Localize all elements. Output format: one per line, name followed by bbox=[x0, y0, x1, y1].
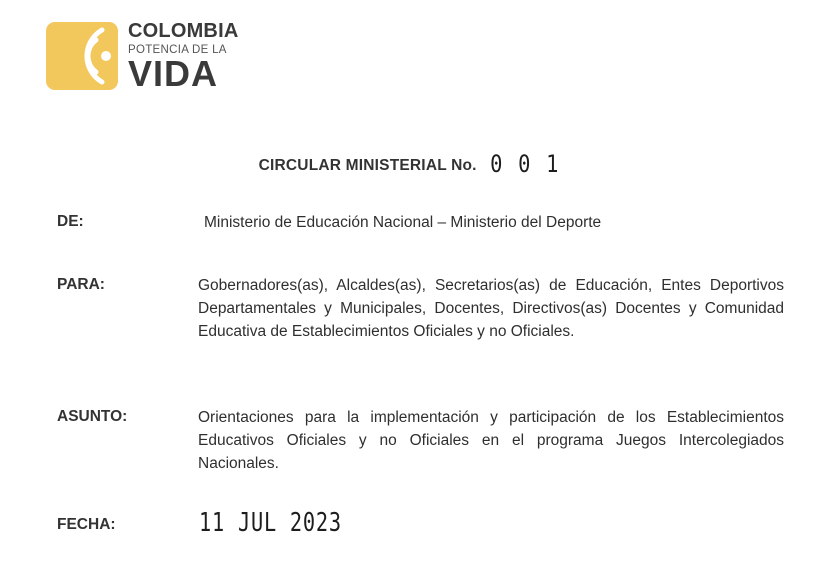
logo-emblem-icon bbox=[46, 22, 118, 90]
logo-wordmark bbox=[128, 20, 238, 92]
circular-number: 0 0 1 bbox=[490, 150, 561, 178]
circular-title-row bbox=[0, 150, 825, 178]
de-value: Ministerio de Educación Nacional – Ministerio del Deporte bbox=[204, 214, 602, 231]
logo-text-colombia: COLOMBIA bbox=[128, 20, 239, 42]
fecha-label: FECHA: bbox=[57, 516, 116, 533]
logo-text-potencia: POTENCIA DE LA bbox=[128, 44, 227, 56]
para-label: PARA: bbox=[57, 276, 105, 293]
para-value: Gobernadores(as), Alcaldes(as), Secretarios(as) de Educación, Entes Deportivos Departamentales y Municipales, Docentes, Directivos(as) Docentes y Comunidad Educativa de Establecimientos Oficiales y no Oficiales. bbox=[198, 277, 784, 340]
asunto-label: ASUNTO: bbox=[57, 408, 128, 425]
colombia-potencia-de-la-vida-logo bbox=[46, 20, 246, 92]
asunto-value: Orientaciones para la implementación y participación de los Establecimientos Educativos Oficiales y no Oficiales en el programa Juegos Intercolegiados Nacionales. bbox=[198, 409, 784, 472]
circular-title: CIRCULAR MINISTERIAL No. bbox=[258, 157, 477, 174]
logo-text-vida: VIDA bbox=[128, 53, 219, 94]
de-label: DE: bbox=[57, 213, 84, 230]
fecha-value: 11 JUL 2023 bbox=[199, 508, 342, 538]
